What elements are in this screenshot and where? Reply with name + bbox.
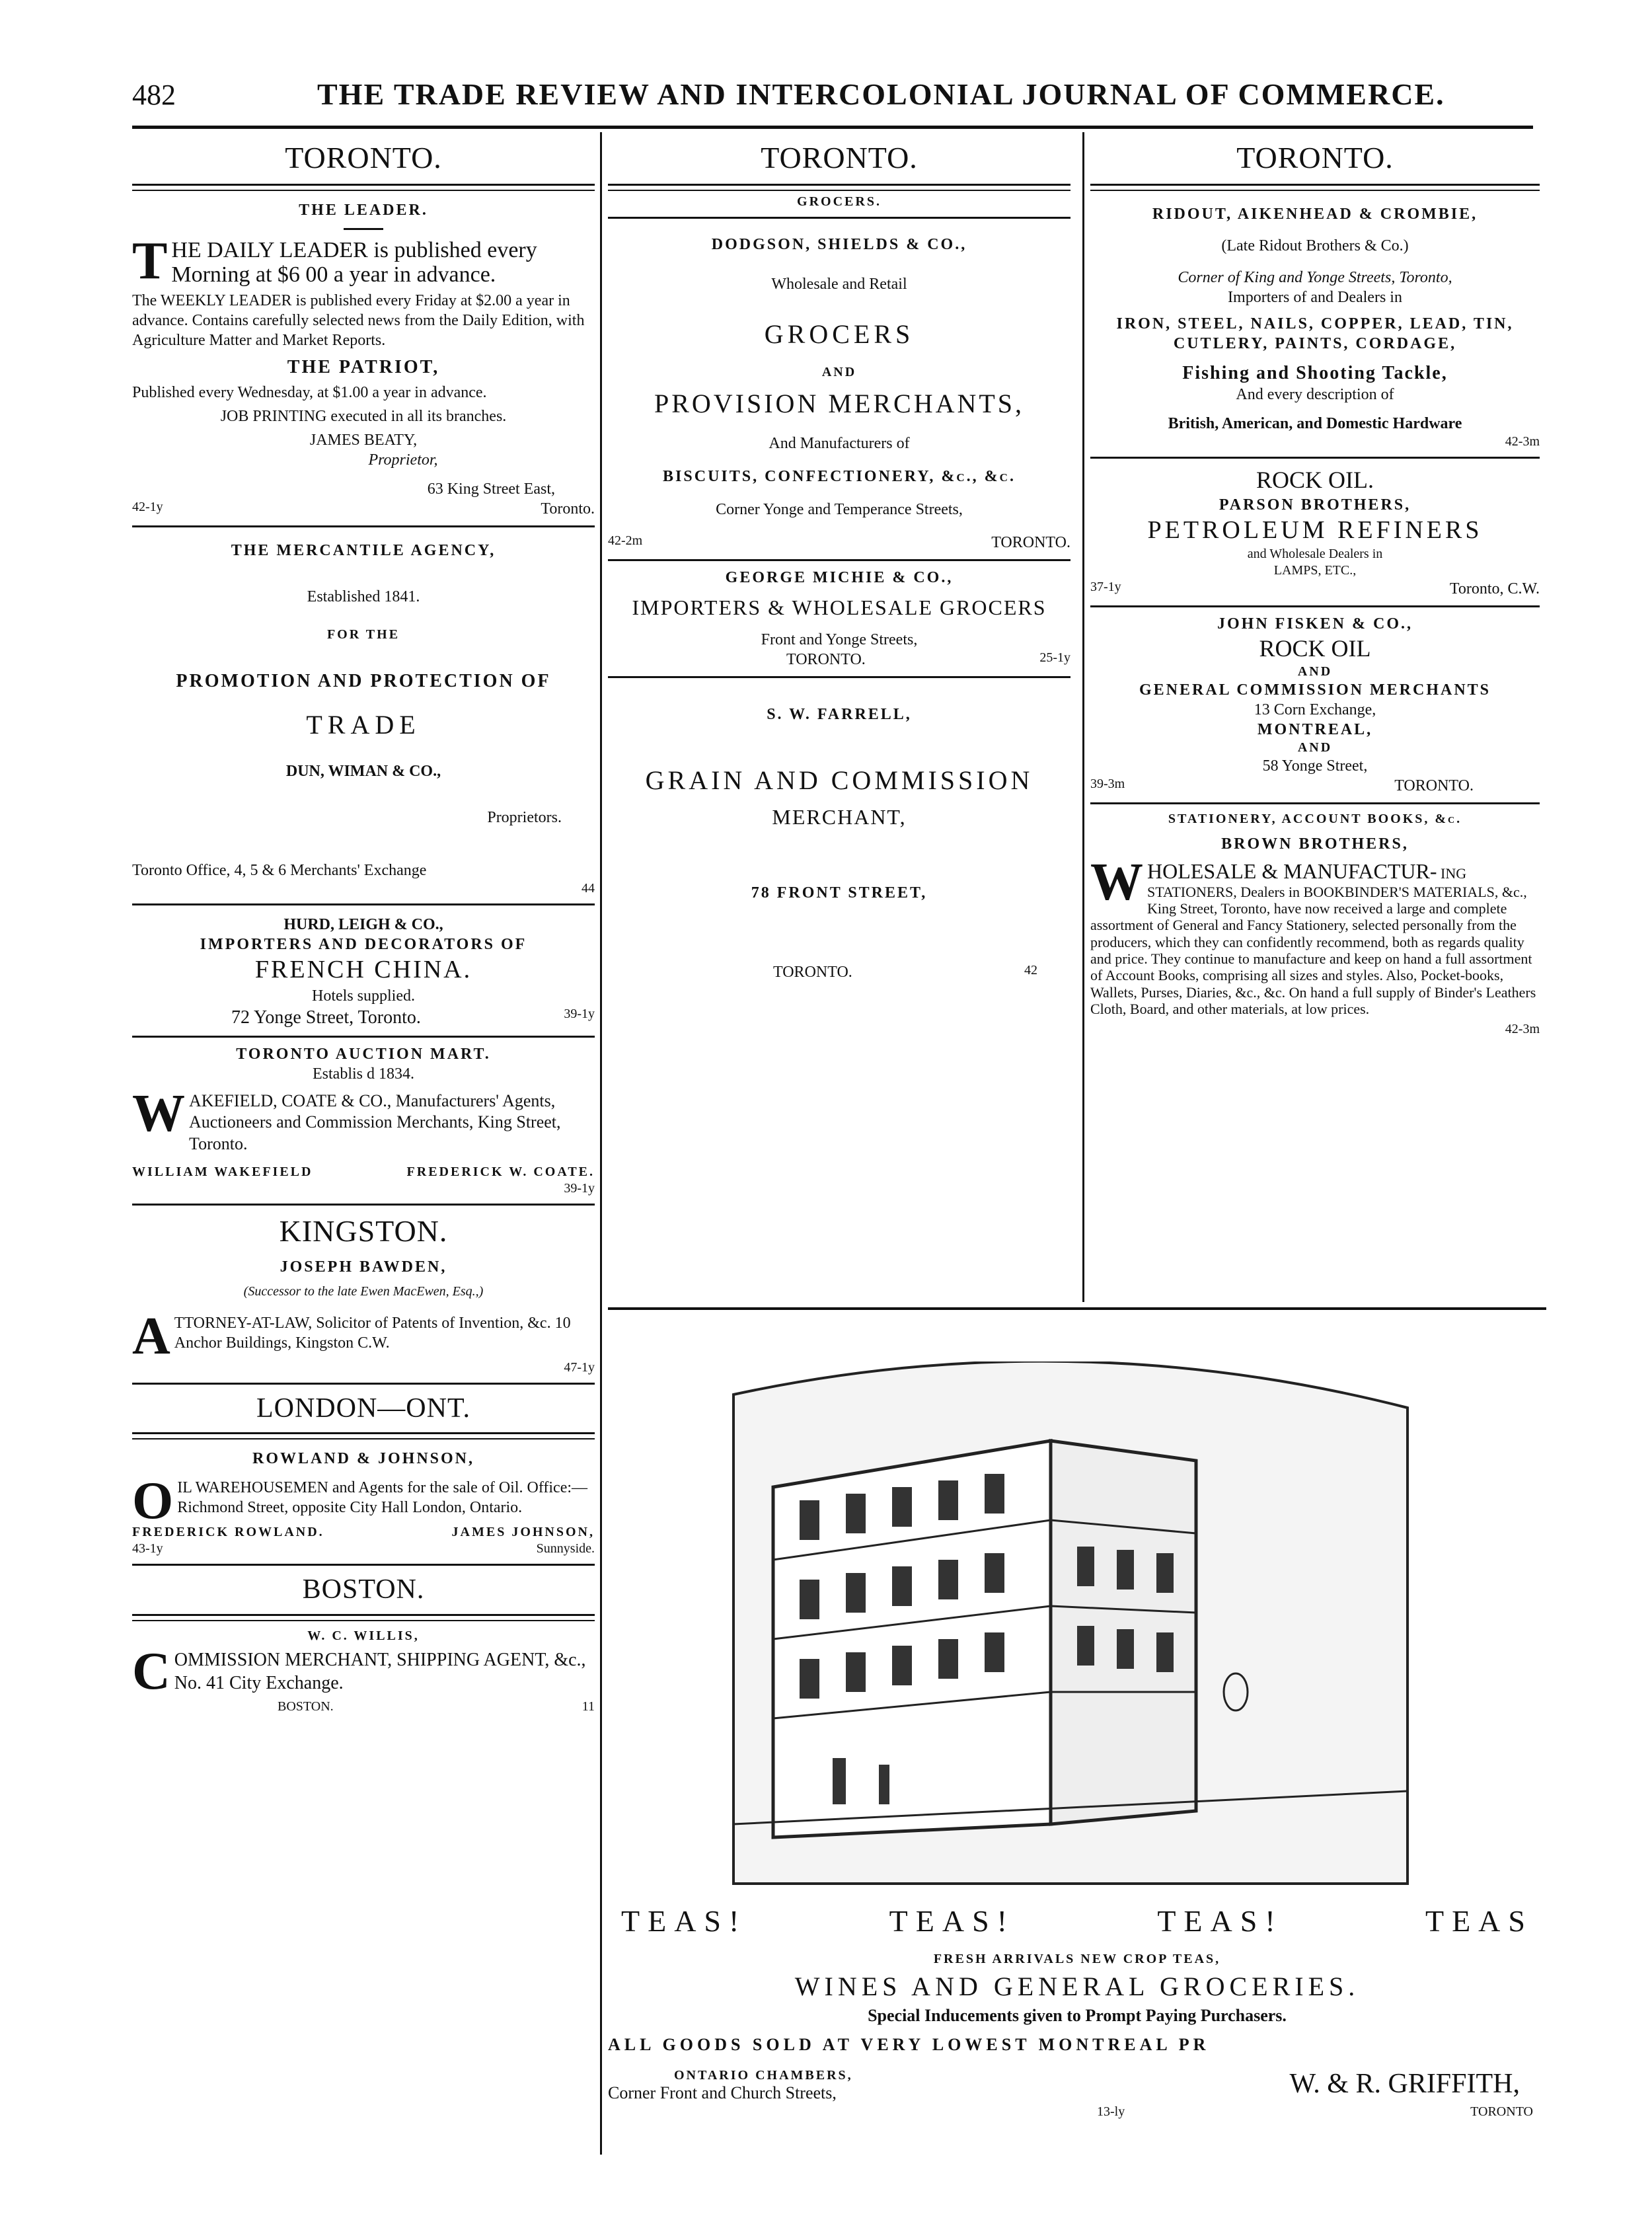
leader-address: 63 King Street East, [427,480,555,498]
michie-line: IMPORTERS & WHOLESALE GROCERS [632,595,1047,619]
fisken-general: GENERAL COMMISSION MERCHANTS [1139,681,1491,699]
teas-special: Special Inducements given to Prompt Paying Purchasers. [868,2006,1287,2025]
rockoil-sub: and Wholesale Dealers in [1247,547,1383,561]
grocers-heading: GROCERS. [797,194,882,209]
patriot-text: Published every Wednesday, at $1.00 a year in advance. [132,384,487,402]
rockoil-firm: PARSON BROTHERS, [1219,496,1411,514]
proprietor-name: JAMES BEATY, [309,432,418,449]
double-rule [132,184,595,191]
ad-code: 11 [582,1699,595,1714]
ad-place: Sunnyside. [536,1541,595,1556]
ridout-importers: Importers of and Dealers in [1228,288,1402,306]
teas-word-3: TEAS! [1157,1904,1283,1938]
ad-code: 39-1y [564,1006,595,1021]
daily-leader-text: HE DAILY LEADER is published every Morning at $6 00 a year in advance. [171,237,537,287]
ad-place: TORONTO. [786,650,866,668]
agency-established: Established 1841. [307,588,420,606]
page-number: 482 [132,79,176,111]
column-divider-1 [600,132,602,2155]
ad-code: 44 [582,881,595,896]
teas-word-1: TEAS! [621,1904,747,1938]
teas-word-2: TEAS! [889,1904,1015,1938]
ad-code: 25-1y [1039,650,1070,665]
page-header [132,73,1586,126]
city-heading-toronto: TORONTO. [285,141,442,174]
ad-code: 39-3m [1090,777,1125,791]
farrell-line1: GRAIN AND COMMISSION [645,765,1033,795]
brown-text: ING STATIONERS, Dealers in BOOKBINDER'S MATERIALS, &c., King Street, Toronto, have now received a large and complete assortment of General and Fancy Stationery, selected personally from the producers, which they can confidently recommend, both as regards quality and price. They continue to manufacture and keep on hand a full assortment of Account Books, comprising all sizes and styles. Also, Pocket-books, Wallets, Purses, Diaries, &c., &c. On hand a full supply of Binder's Leathers Cloth, Board, and other materials, at low prices. [1090,865,1536,1017]
grocers-sub: Wholesale and Retail [771,275,907,293]
fisken-and: AND [1297,664,1333,679]
fisken-name: JOHN FISKEN & CO., [1217,615,1413,633]
fisken-address2: 58 Yonge Street, [1262,757,1368,775]
brown-heading: STATIONERY, ACCOUNT BOOKS, &c. [1168,812,1462,826]
ad-place: Toronto. [541,500,595,518]
ad-place: TORONTO. [1394,777,1474,794]
building-engraving-illustration [720,1361,1421,1890]
ridout-late: (Late Ridout Brothers & Co.) [1221,237,1409,254]
grocers-provision: PROVISION MERCHANTS, [654,388,1025,418]
teas-wines: WINES AND GENERAL GROCERIES. [794,1972,1360,2001]
auction-established: Establis d 1834. [313,1065,414,1083]
michie-address: Front and Yonge Streets, [761,631,918,648]
london-text: IL WAREHOUSEMEN and Agents for the sale of Oil. Office:—Richmond Street, opposite City Hall London, Ontario. [177,1479,588,1517]
grocers-mfr: And Manufacturers of [769,434,910,452]
grocers-title: GROCERS [764,319,915,349]
grocers-biscuits: BISCUITS, CONFECTIONERY, &c., &c. [663,467,1016,485]
brown-name: BROWN BROTHERS, [1221,835,1409,853]
dropcap: T [132,231,168,290]
ad-code: 42-2m [608,533,643,548]
header-rule [132,126,1533,129]
ad-place: TORONTO [1470,2104,1533,2119]
ad-code: 42-1y [132,500,163,515]
dropcap: W [132,1084,185,1143]
ad-code: 39-1y [564,1181,595,1196]
ad-code: 47-1y [564,1360,595,1375]
agency-role: Proprietors. [487,809,562,827]
ad-code: 43-1y [132,1541,163,1556]
teas-corner: Corner Front and Church Streets, [608,2083,837,2102]
london-right-name: JAMES JOHNSON, [451,1525,595,1540]
job-printing-text: JOB PRINTING executed in all its branches. [220,408,507,426]
teas-advertisement [608,1903,1546,2120]
teas-word-4: TEAS [1425,1904,1533,1938]
ad-code: 13-ly [1097,2104,1125,2119]
dropcap: C [132,1642,170,1701]
ad-place: TORONTO. [773,963,852,981]
ad-code: 42-3m [1505,434,1540,449]
ad-place: Toronto, C.W. [1449,580,1540,597]
teas-chambers: ONTARIO CHAMBERS, [674,2068,853,2083]
ridout-name: RIDOUT, AIKENHEAD & CROMBIE, [1152,205,1478,223]
agency-promotion: PROMOTION AND PROTECTION OF [176,671,551,692]
weekly-leader-text: The WEEKLY LEADER is published every Friday at $2.00 a year in advance. Contains carefully selected news from the Daily Edition, with Agriculture Matter and Market Reports. [132,292,585,350]
boston-text: OMMISSION MERCHANT, SHIPPING AGENT, &c., No. 41 City Exchange. [174,1649,586,1693]
farrell-address: 78 FRONT STREET, [751,884,928,901]
kingston-note: (Successor to the late Ewen MacEwen, Esq.,) [243,1284,484,1299]
column-divider-2 [1082,132,1084,1302]
hurd-china: FRENCH CHINA. [254,956,472,984]
column-2 [608,132,1070,982]
ridout-goods: IRON, STEEL, NAILS, COPPER, LEAD, TIN, CUTLERY, PAINTS, CORDAGE, [1116,315,1514,352]
dropcap: W [1090,853,1143,911]
agency-heading: THE MERCANTILE AGENCY, [231,542,496,560]
farrell-line2: MERCHANT, [772,804,907,829]
auction-left-name: WILLIAM WAKEFIELD [132,1165,313,1180]
auction-text: AKEFIELD, COATE & CO., Manufacturers' Agents, Auctioneers and Commission Merchants, King Street, Toronto. [189,1091,561,1153]
london-name: ROWLAND & JOHNSON, [252,1450,474,1468]
rockoil-line: PETROLEUM REFINERS [1147,516,1483,544]
teas-fresh: FRESH ARRIVALS NEW CROP TEAS, [933,1952,1221,1966]
city-heading-boston: BOSTON. [302,1574,425,1605]
agency-firm: DUN, WIMAN & CO., [285,763,441,781]
city-heading-toronto: TORONTO. [1236,141,1394,174]
london-left-name: FREDERICK ROWLAND. [132,1525,324,1540]
journal-title: THE TRADE REVIEW AND INTERCOLONIAL JOURNAL OF COMMERCE. [317,77,1445,111]
ridout-fishing: Fishing and Shooting Tackle, [1182,362,1448,383]
auction-right-name: FREDERICK W. COATE. [406,1165,595,1180]
fisken-and2: AND [1297,740,1333,755]
boston-name: W. C. WILLIS, [307,1628,420,1643]
dropcap: O [132,1472,174,1531]
agency-office: Toronto Office, 4, 5 & 6 Merchants' Exchange [132,862,427,880]
city-heading-kingston: KINGSTON. [279,1214,448,1248]
kingston-name: JOSEPH BAWDEN, [280,1258,447,1276]
ridout-every: And every description of [1236,385,1394,403]
patriot-heading: THE PATRIOT, [287,357,440,378]
teas-firm: W. & R. GRIFFITH, [1289,2069,1520,2099]
dropcap: A [132,1307,170,1365]
kingston-text: TTORNEY-AT-LAW, Solicitor of Patents of Invention, &c. 10 Anchor Buildings, Kingston C.W. [174,1314,571,1352]
ad-code: 42-3m [1505,1022,1540,1037]
section-rule [608,1307,1546,1310]
grocers-corner: Corner Yonge and Temperance Streets, [716,500,963,518]
proprietor-role: Proprietor, [368,451,438,469]
auction-heading: TORONTO AUCTION MART. [236,1045,491,1063]
city-heading-london: LONDON—ONT. [256,1393,470,1424]
grocers-and: AND [821,364,857,379]
fisken-montreal: MONTREAL, [1257,721,1373,738]
column-1 [132,132,595,1715]
fisken-address1: 13 Corn Exchange, [1254,701,1376,718]
leader-heading: THE LEADER. [299,201,428,219]
ridout-hardware: British, American, and Domestic Hardware [1168,414,1462,432]
ad-place: BOSTON. [278,1699,334,1714]
brown-title: HOLESALE & MANUFACTUR- [1147,859,1437,883]
hurd-hotels: Hotels supplied. [312,987,415,1005]
farrell-name: S. W. FARRELL, [767,705,912,723]
hurd-address: 72 Yonge Street, Toronto. [231,1007,421,1028]
ad-code: 37-1y [1090,580,1121,594]
agency-trade: TRADE [306,710,421,740]
hurd-line: IMPORTERS AND DECORATORS OF [200,936,527,954]
city-heading-toronto: TORONTO. [761,141,918,174]
column-3 [1090,132,1540,1038]
teas-all-goods: ALL GOODS SOLD AT VERY LOWEST MONTREAL PR [608,2035,1210,2054]
grocers-firm: DODGSON, SHIELDS & CO., [711,235,967,253]
hurd-name: HURD, LEIGH & CO., [283,916,443,934]
ad-code: 42 [1024,962,1037,978]
fisken-rock-oil: ROCK OIL [1259,635,1371,662]
agency-for-the: FOR THE [326,627,400,642]
michie-name: GEORGE MICHIE & CO., [725,568,954,586]
ad-place: TORONTO. [991,533,1070,551]
rockoil-heading: ROCK OIL. [1256,466,1374,493]
ridout-corner: Corner of King and Yonge Streets, Toronto, [1178,268,1452,286]
rockoil-lamps: LAMPS, ETC., [1273,563,1357,578]
